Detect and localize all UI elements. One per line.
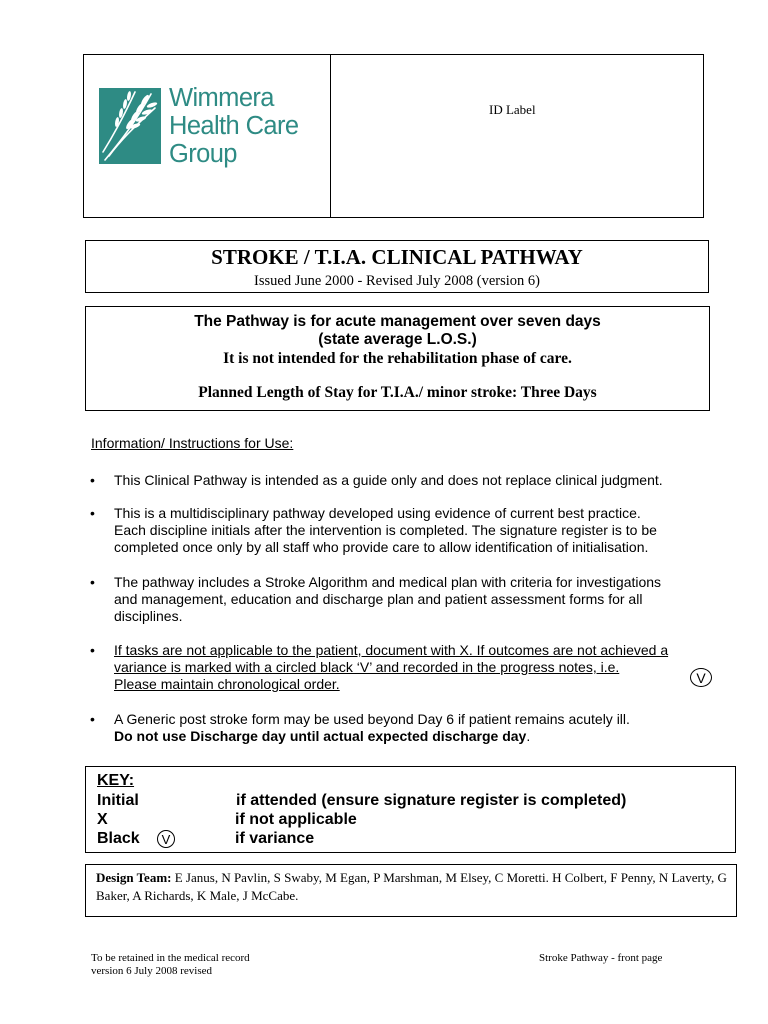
pathway-line-3: It is not intended for the rehabilitation phase of care.: [223, 350, 572, 367]
bullet-4: [114, 642, 734, 693]
bullet-3-line-3: disciplines.: [114, 608, 183, 624]
pathway-line-2: (state average L.O.S.): [318, 331, 477, 348]
bullet-3-line-2: and management, education and discharge plan and patient assessment forms for all: [114, 591, 643, 607]
wheat-logo-icon: [99, 88, 161, 164]
bullet-marker: •: [90, 472, 95, 488]
pathway-line-4: Planned Length of Stay for T.I.A./ minor stroke: Three Days: [198, 384, 597, 401]
document-title: STROKE / T.I.A. CLINICAL PATHWAY: [211, 245, 583, 269]
logo-line-3: Group: [169, 140, 237, 168]
bullet-2: [114, 505, 734, 556]
bullet-5-line-2: [114, 728, 734, 745]
logo-line-2: Health Care: [169, 112, 299, 140]
design-team-names: E Janus, N Pavlin, S Swaby, M Egan, P Marshman, M Elsey, C Moretti. H Colbert, F Penny, N Laverty, G Baker, A Richards, K Male, J McCabe.: [96, 870, 727, 903]
pathway-line-1: The Pathway is for acute management over seven days: [194, 313, 601, 330]
footer-page-label: Stroke Pathway - front page: [539, 952, 663, 964]
design-team-text: [96, 869, 728, 905]
circled-v-icon: V: [157, 830, 175, 848]
bullet-5-line-1: A Generic post stroke form may be used beyond Day 6 if patient remains acutely ill.: [114, 711, 630, 727]
bullet-4-line-1: If tasks are not applicable to the patient, document with X. If outcomes are not achieved a: [114, 642, 669, 658]
key-meaning-x: if not applicable: [235, 811, 357, 828]
key-symbol-x: X: [97, 811, 108, 828]
bullet-2-line-1: This is a multidisciplinary pathway developed using evidence of current best practice.: [114, 505, 641, 521]
bullet-marker: •: [90, 642, 95, 658]
bullet-2-line-3: completed once only by all staff who provide care to allow identification of initialisation.: [114, 539, 649, 555]
key-symbol-initial: Initial: [97, 792, 139, 809]
footer-version: version 6 July 2008 revised: [91, 965, 212, 977]
document-subtitle: Issued June 2000 - Revised July 2008 (version 6): [254, 273, 540, 289]
bullet-marker: •: [90, 574, 95, 590]
bullet-5-bold-text: Do not use Discharge day until actual expected discharge day: [114, 728, 527, 744]
header-divider: [330, 54, 331, 218]
key-symbol-black: Black: [97, 830, 140, 847]
logo-wordmark: [169, 84, 329, 168]
bullet-3: [114, 574, 734, 625]
bullet-5: [114, 711, 734, 745]
key-title: KEY:: [97, 772, 135, 789]
circled-v-icon: V: [690, 668, 712, 687]
key-meaning-variance: if variance: [235, 830, 315, 847]
logo-line-1: Wimmera: [169, 84, 274, 112]
bullet-5-period: .: [526, 728, 531, 744]
design-team-label: Design Team:: [96, 870, 172, 885]
info-heading: Information/ Instructions for Use:: [91, 435, 294, 451]
bullet-3-line-1: The pathway includes a Stroke Algorithm and medical plan with criteria for investigations: [114, 574, 662, 590]
bullet-4-line-2: variance is marked with a circled black ‘V’ and recorded in the progress notes, i.e.: [114, 659, 620, 675]
bullet-1: [114, 472, 734, 489]
footer-retain-note: To be retained in the medical record: [91, 952, 250, 964]
key-meaning-initial: if attended (ensure signature register is completed): [236, 792, 627, 809]
bullet-1-line-1: This Clinical Pathway is intended as a guide only and does not replace clinical judgment.: [114, 472, 663, 488]
bullet-2-line-2: Each discipline initials after the intervention is completed. The signature register is to be: [114, 522, 657, 538]
bullet-marker: •: [90, 711, 95, 727]
bullet-marker: •: [90, 505, 95, 521]
id-label: ID Label: [489, 102, 536, 117]
bullet-4-line-3: Please maintain chronological order.: [114, 676, 340, 692]
